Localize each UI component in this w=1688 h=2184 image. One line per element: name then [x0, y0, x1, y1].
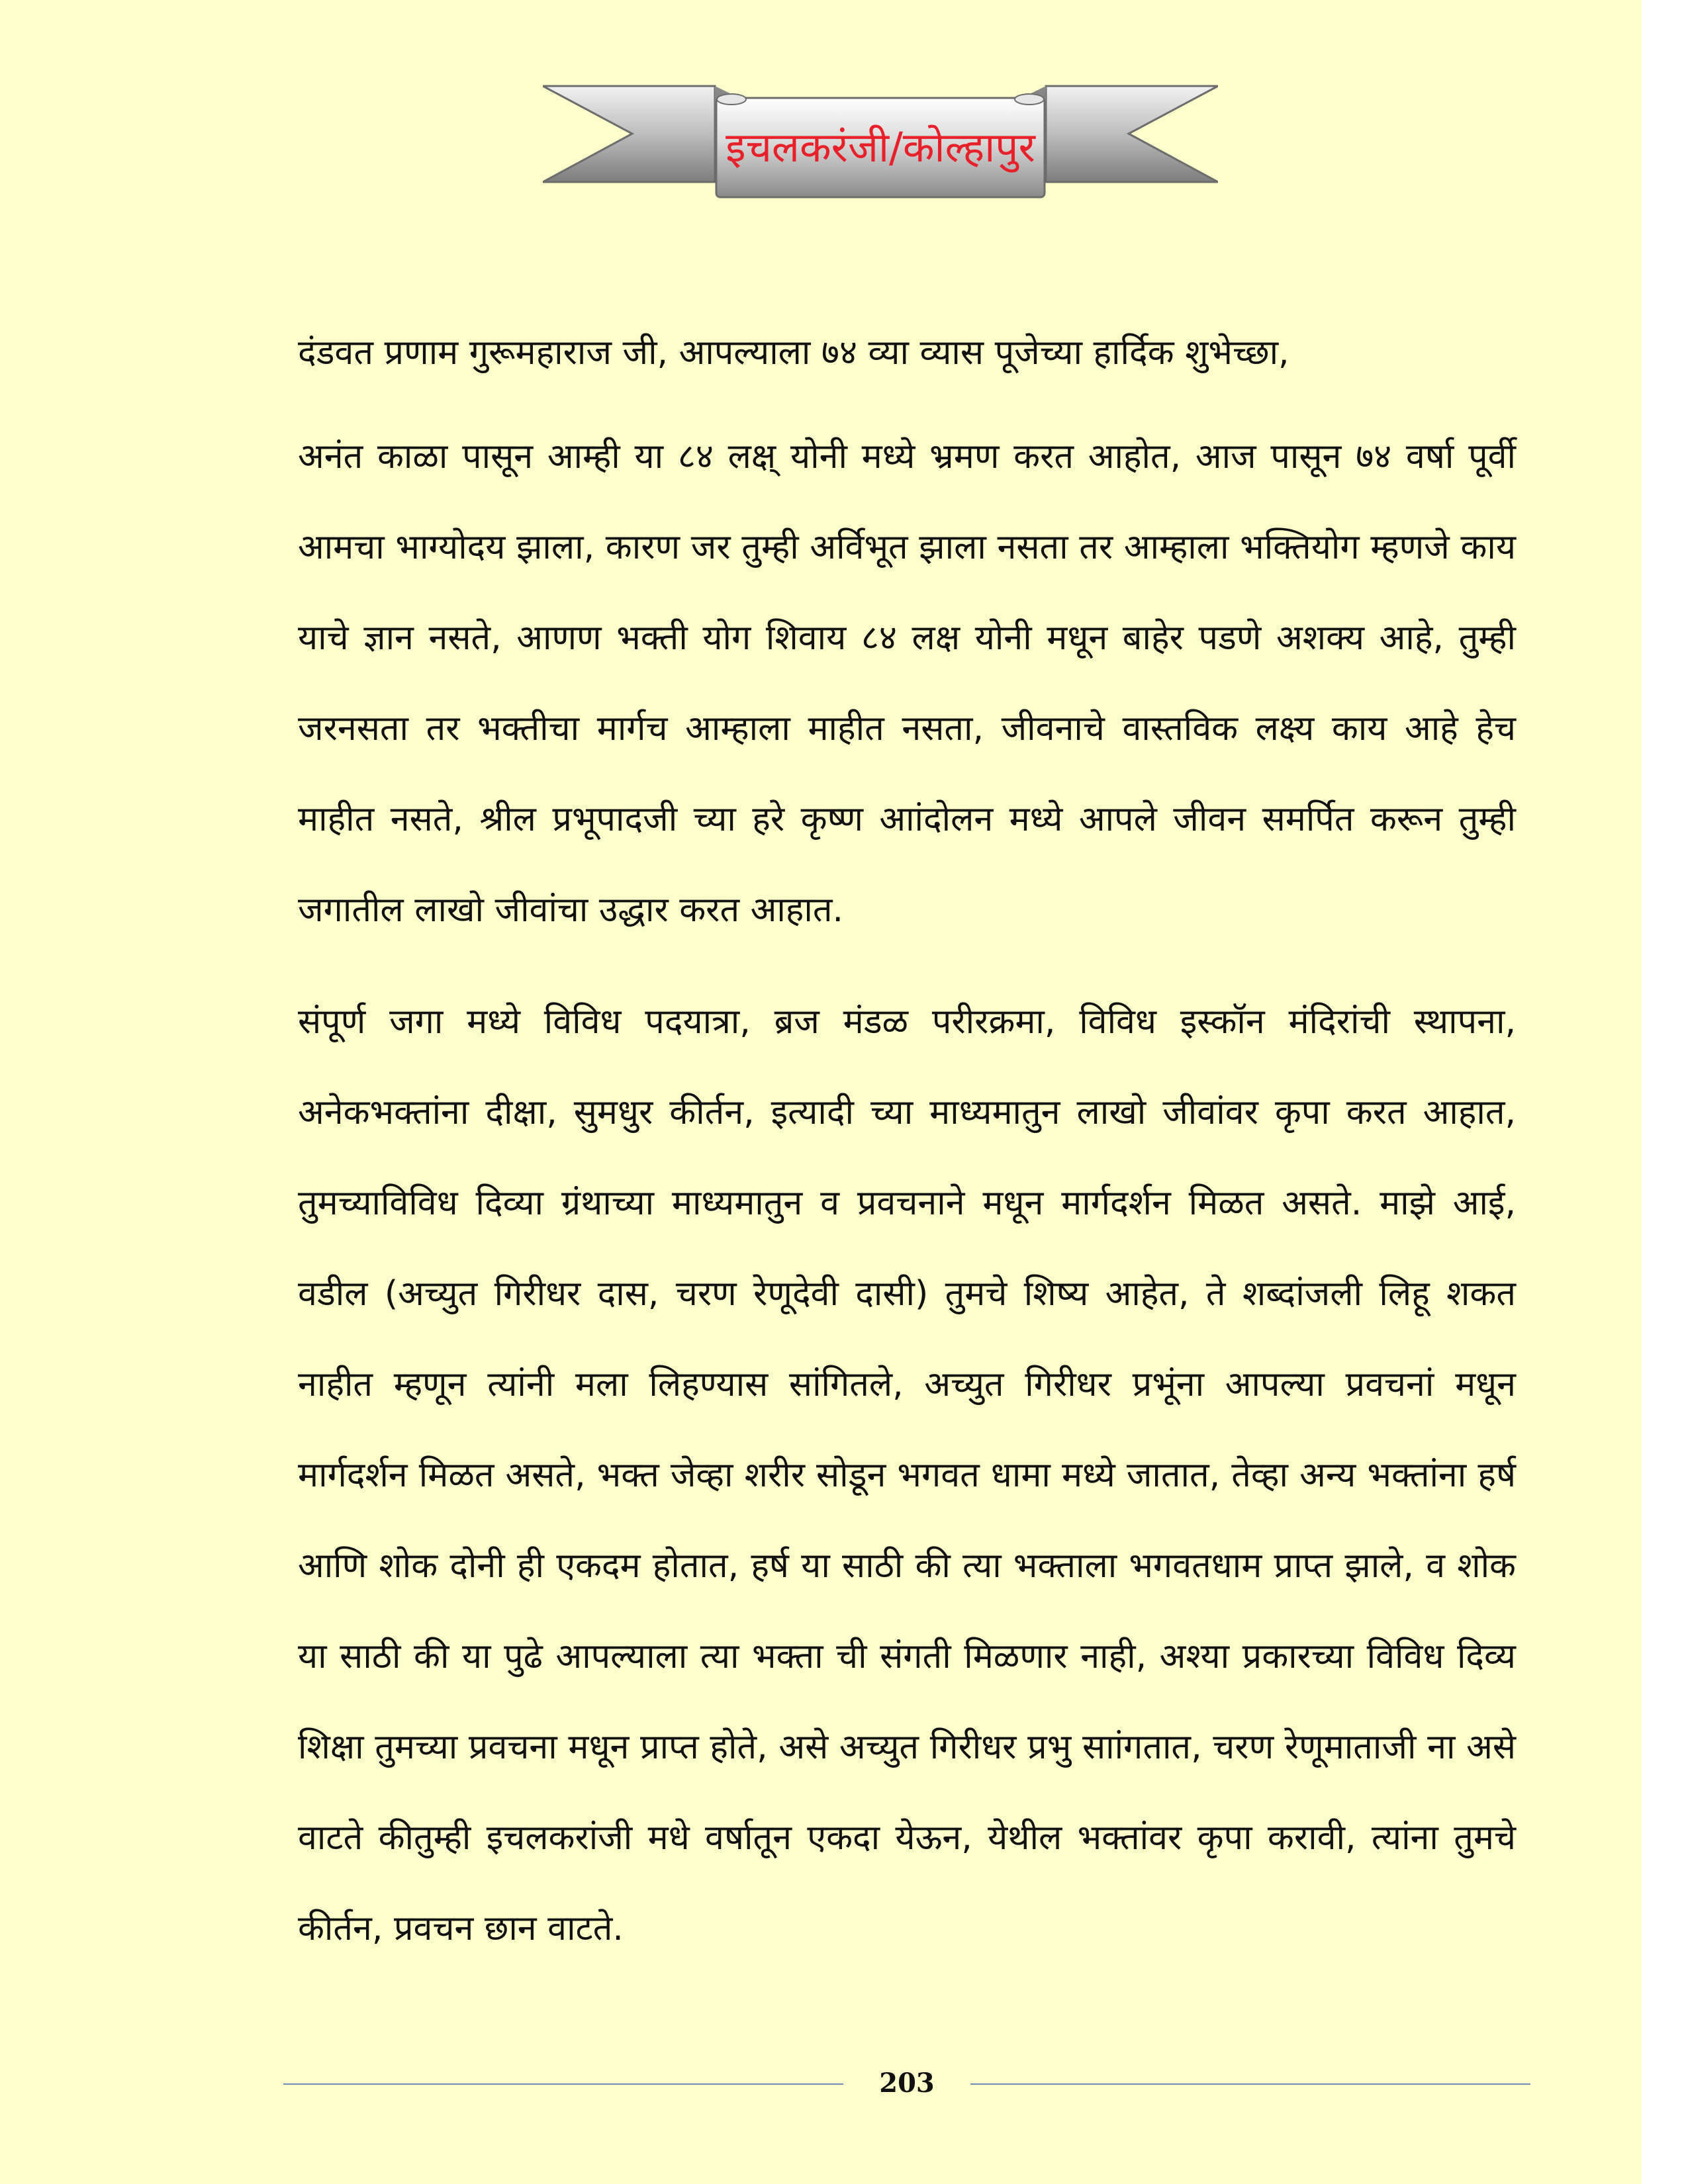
ribbon-left-curl [717, 94, 746, 105]
ribbon-left-tail [543, 86, 715, 182]
ribbon-right-tail [1046, 86, 1218, 182]
ribbon-right-curl [1015, 94, 1044, 105]
letter-body [298, 308, 1516, 1995]
footer-rule-right [970, 2083, 1530, 2085]
paragraph-2: संपूर्ण जगा मध्ये विविध पदयात्रा, ब्रज मंडळ परीरक्रमा, विविध इस्कॉन मंदिरांची स्थापना, अनेकभक्तांना दीक्षा, सुमधुर कीर्तन, इत्यादी च्या माध्यमातुन लाखो जीवांवर कृपा करत आहात, तुमच्याविविध दिव्या ग्रंथाच्या माध्यमातुन व प्रवचनाने मधून मार्गदर्शन मिळत असते. माझे आई, वडील (अच्युत गिरीधर दास, चरण रेणूदेवी दासी) तुमचे शिष्य आहेत, ते शब्दांजली लिहू शकत नाहीत म्हणून त्यांनी मला लिहण्यास सांगितले, अच्युत गिरीधर प्रभूंना आपल्या प्रवचनां मधून मार्गदर्शन मिळत असते, भक्त जेव्हा शरीर सोडून भगवत धामा मध्ये जातात, तेव्हा अन्य भक्तांना हर्ष आणि शोक दोनी ही एकदम होतात, हर्ष या साठी की त्या भक्ताला भगवतधाम प्राप्त झाले, व शोक या साठी की या पुढे आपल्याला त्या भक्ता ची संगती मिळणार नाही, अश्या प्रकारच्या विविध दिव्य शिक्षा तुमच्या प्रवचना मधून प्राप्त होते, असे अच्युत गिरीधर प्रभु साांगतात, चरण रेणूमाताजी ना असे वाटते कीतुम्ही इचलकरांजी मधे वर्षातून एकदा येऊन, येथील भक्तांवर कृपा करावी, त्यांना तुमचे कीर्तन, प्रवचन छान वाटते. [298, 1002, 1516, 1948]
greeting-line: दंडवत प्रणाम गुरूमहाराज जी, आपल्याला ७४ व्या व्यास पूजेच्या हार्दिक शुभेच्छा, [298, 333, 1289, 373]
paragraph-1: अनंत काळा पासून आम्ही या ८४ लक्ष् योनी मध्ये भ्रमण करत आहोत, आज पासून ७४ वर्षा पूर्वी आमचा भाग्योदय झाला, कारण जर तुम्ही अर्विभूत झाला नसता तर आम्हाला भक्तियोग म्हणजे काय याचे ज्ञान नसते, आणण भक्ती योग शिवाय ८४ लक्ष योनी मधून बाहेर पडणे अशक्य आहे, तुम्ही जरनसता तर भक्तीचा मार्गच आम्हाला माहीत नसता, जीवनाचे वास्तविक लक्ष्य काय आहे हेच माहीत नसते, श्रील प्रभूपादजी च्या हरे कृष्ण आांदोलन मध्ये आपले जीवन समर्पित करून तुम्ही जगातील लाखो जीवांचा उद्धार करत आहात. [298, 437, 1516, 930]
title-ribbon-banner [543, 73, 1218, 205]
page-number: 203 [879, 2068, 935, 2099]
banner-title: इचलकरंजी/कोल्हापुर [726, 123, 1035, 171]
footer-rule-left [283, 2083, 843, 2085]
